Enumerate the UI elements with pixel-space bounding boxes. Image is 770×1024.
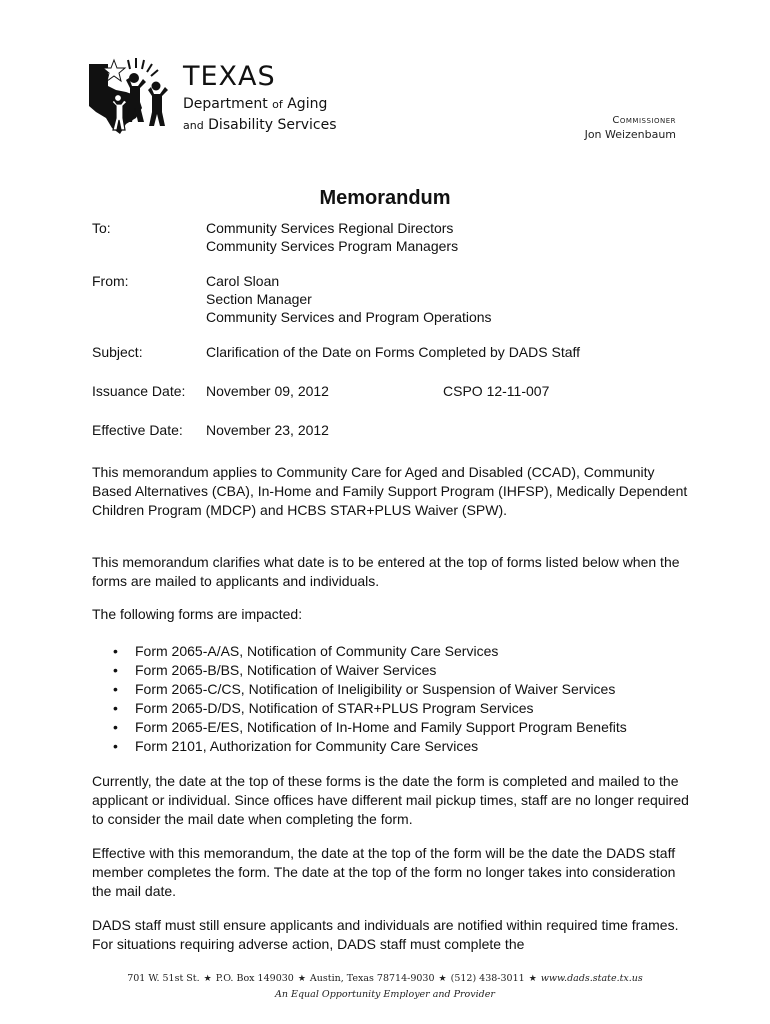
paragraph-currently: Currently, the date at the top of these forms is the date the form is completed and mailed to the applicant or individual. Since offices have different mail pickup times, staff are no longer required to consider the mail date when completing the form. <box>92 773 689 827</box>
list-item: • Form 2101, Authorization for Community Care Services <box>92 737 627 756</box>
footer-street: 701 W. 51st St. <box>127 973 200 984</box>
effective-date-value: November 23, 2012 <box>206 422 329 438</box>
footer-eeo-statement: An Equal Opportunity Employer and Provider <box>275 989 495 1000</box>
footer-city: Austin, Texas 78714-9030 <box>309 973 435 984</box>
commissioner-name: Jon Weizenbaum <box>584 128 676 141</box>
from-label: From: <box>92 273 129 289</box>
issuance-date-label: Issuance Date: <box>92 383 186 399</box>
footer-address <box>0 973 770 984</box>
list-item: • Form 2065-B/BS, Notification of Waiver Services <box>92 661 627 680</box>
cspo-number: CSPO 12-11-007 <box>443 383 550 399</box>
paragraph-forms-intro: The following forms are impacted: <box>92 606 303 622</box>
commissioner-title: Commissioner <box>612 115 676 126</box>
from-line: Carol Sloan <box>206 273 280 289</box>
footer-website-link[interactable]: www.dads.state.tx.us <box>540 973 643 984</box>
impacted-forms-list <box>92 642 627 756</box>
star-separator-icon: ★ <box>203 974 212 984</box>
subject-label: Subject: <box>92 344 143 360</box>
commissioner-block <box>585 114 676 142</box>
texas-figures-logo-icon <box>86 56 182 138</box>
star-separator-icon: ★ <box>297 974 306 984</box>
paragraph-effective: Effective with this memorandum, the date at the top of the form will be the date the DADS staff member completes the form. The date at the top of the form no longer takes into consideration the mail date. <box>92 845 676 899</box>
logo-texas-text: TEXAS <box>183 61 276 92</box>
star-separator-icon: ★ <box>438 974 447 984</box>
effective-date-label: Effective Date: <box>92 422 183 438</box>
agency-logo <box>86 56 336 142</box>
logo-disability-line: and Disability Services <box>183 117 337 133</box>
list-item: • Form 2065-E/ES, Notification of In-Home and Family Support Program Benefits <box>92 718 627 737</box>
issuance-date-value: November 09, 2012 <box>206 383 329 399</box>
subject-value: Clarification of the Date on Forms Completed by DADS Staff <box>206 344 581 360</box>
paragraph-clarifies: This memorandum clarifies what date is to be entered at the top of forms listed below when the forms are mailed to applicants and individuals. <box>92 554 680 589</box>
from-line: Section Manager <box>206 291 312 307</box>
from-line: Community Services and Program Operations <box>206 309 492 325</box>
memo-title: Memorandum <box>319 187 451 209</box>
to-value <box>206 219 458 255</box>
to-line: Community Services Program Managers <box>206 238 459 254</box>
paragraph-adverse-action: DADS staff must still ensure applicants and individuals are notified within required time frames. For situations requiring adverse action, DADS staff must complete the <box>92 917 679 952</box>
list-item: • Form 2065-A/AS, Notification of Community Care Services <box>92 642 627 661</box>
list-item: • Form 2065-C/CS, Notification of Ineligibility or Suspension of Waiver Services <box>92 680 627 699</box>
paragraph-applies-to: This memorandum applies to Community Care for Aged and Disabled (CCAD), Community Based Alternatives (CBA), In-Home and Family Support Program (IHFSP), Medically Dependent Children Program (MDCP) and HCBS STAR+PLUS Waiver (SPW). <box>92 464 688 518</box>
footer-phone: (512) 438-3011 <box>450 973 525 984</box>
agency-name <box>183 62 337 134</box>
to-line: Community Services Regional Directors <box>206 220 454 236</box>
list-item: • Form 2065-D/DS, Notification of STAR+PLUS Program Services <box>92 699 627 718</box>
from-value <box>206 272 492 326</box>
star-separator-icon: ★ <box>528 974 537 984</box>
logo-department-line: Department of Aging <box>183 96 328 112</box>
to-label: To: <box>92 220 111 236</box>
footer-po-box: P.O. Box 149030 <box>215 973 294 984</box>
